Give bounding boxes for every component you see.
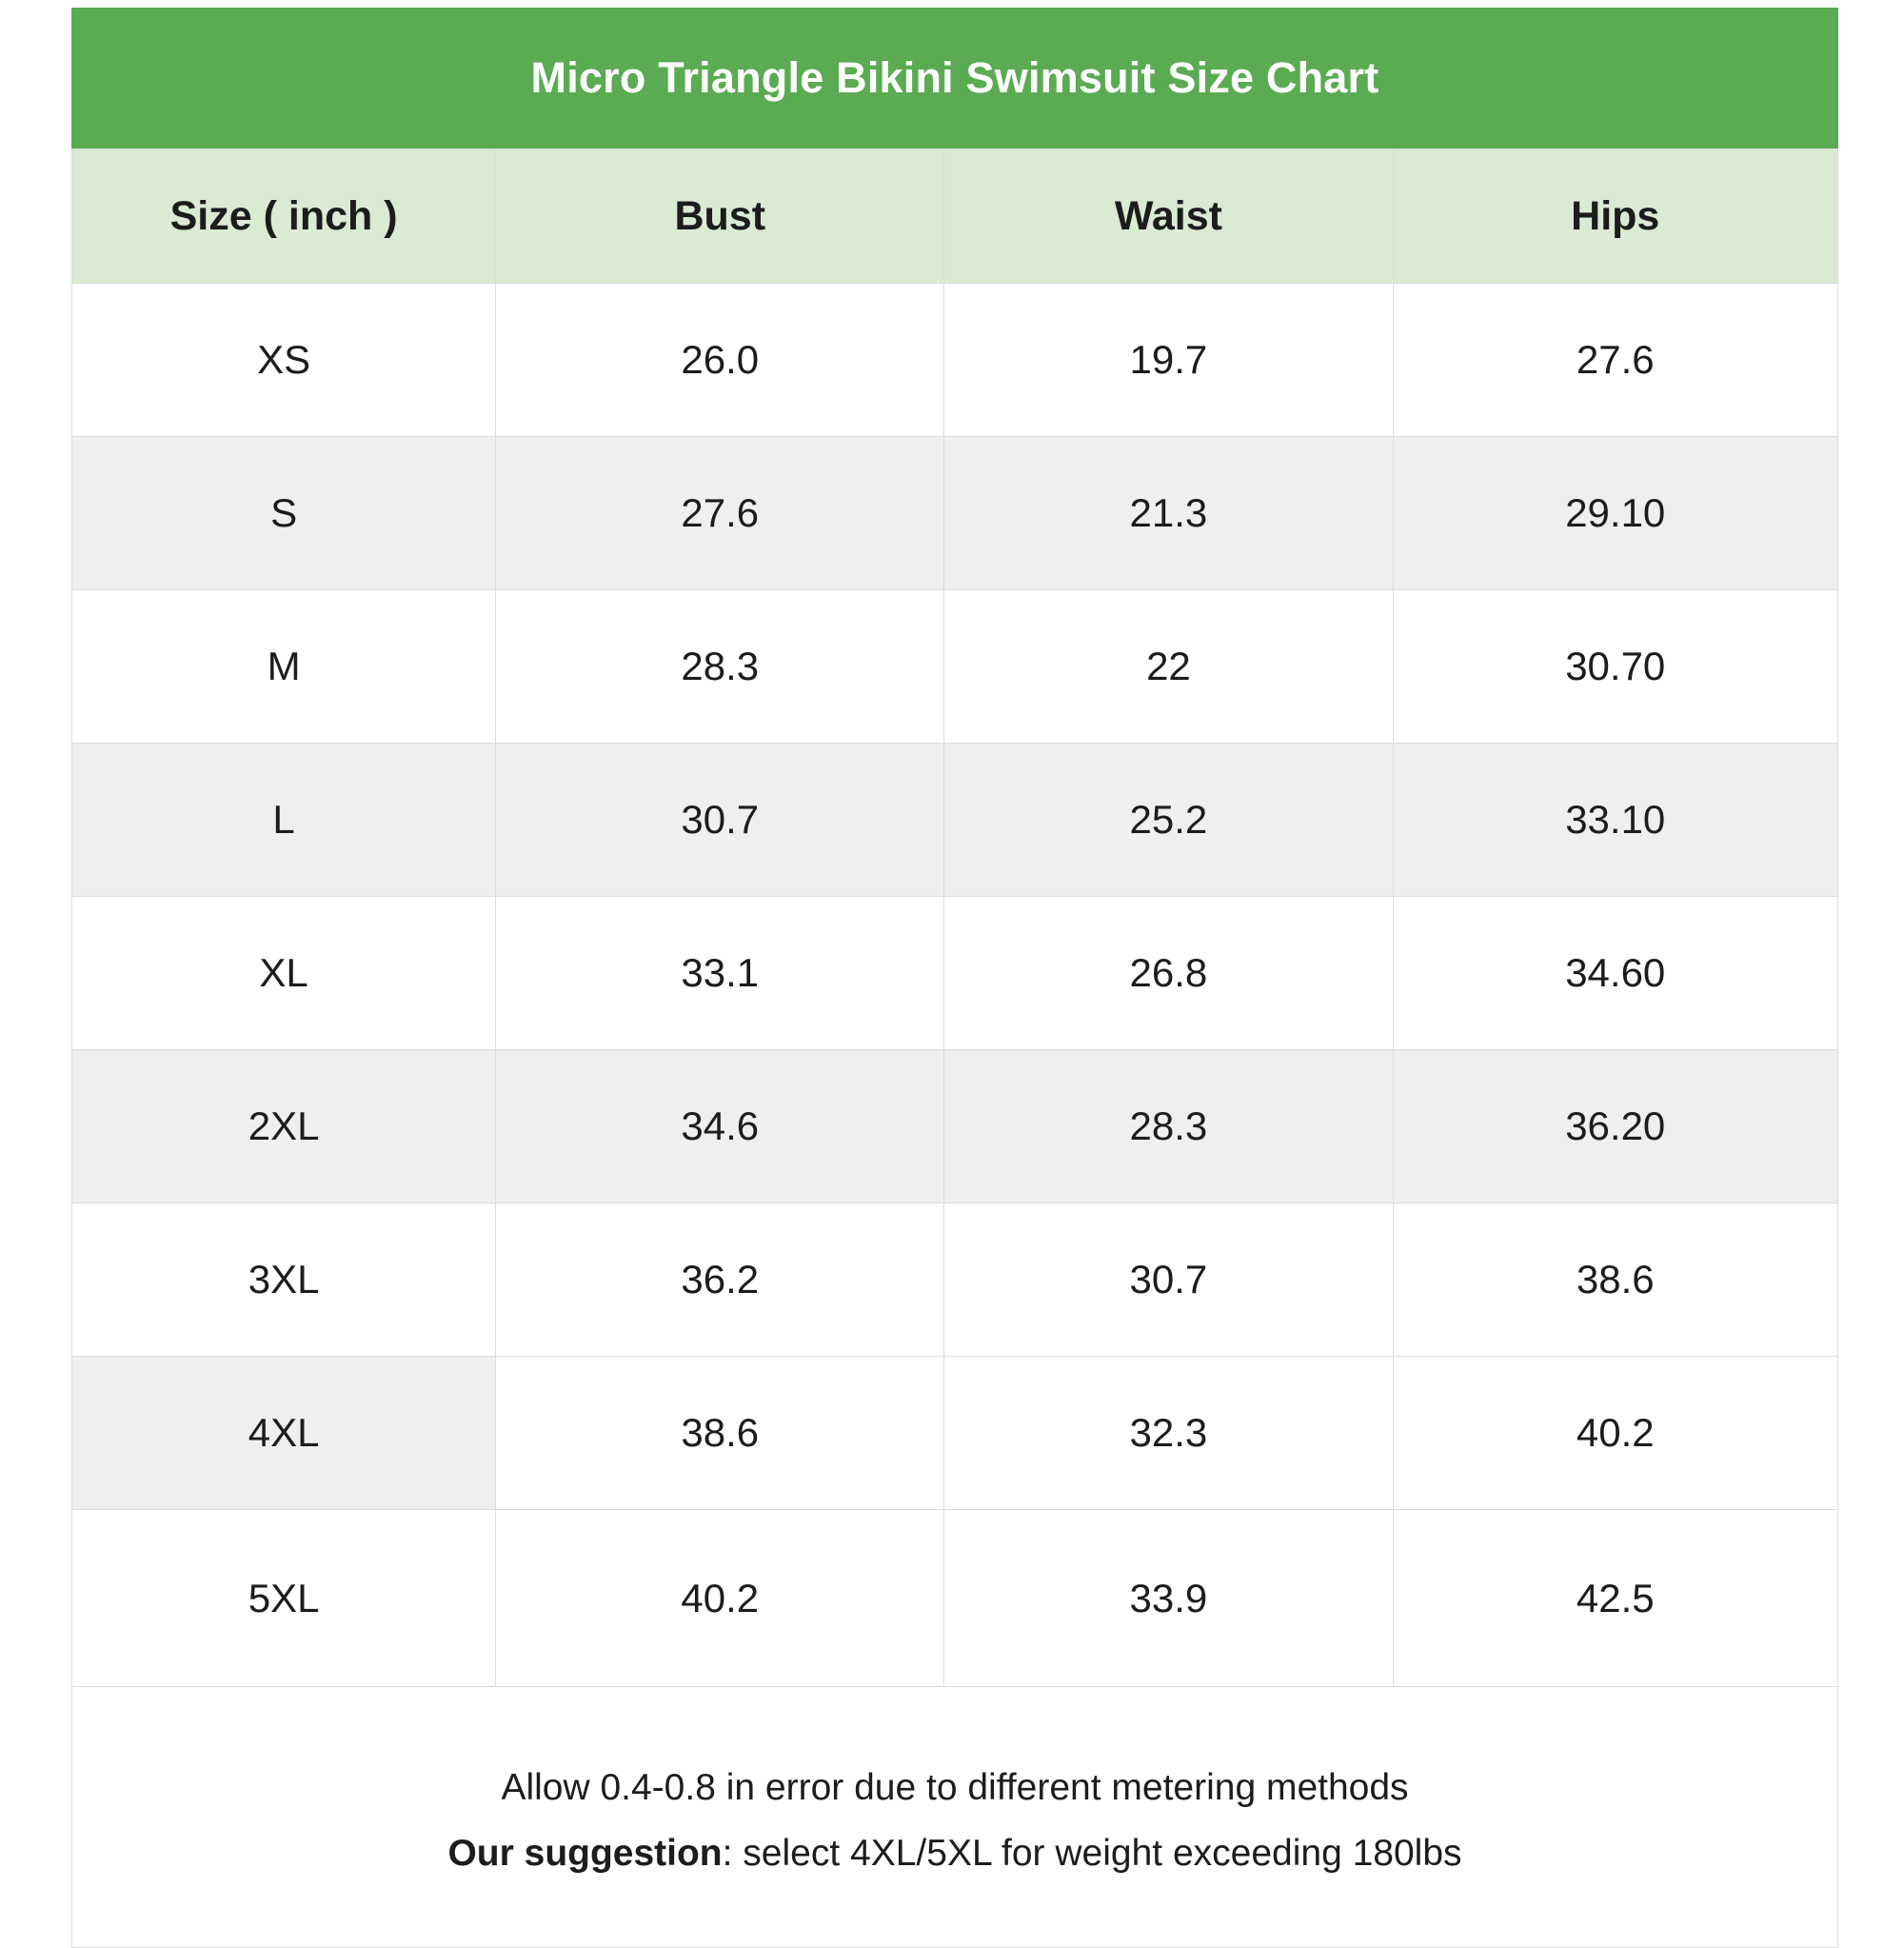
cell-bust: 26.0 [496, 284, 944, 437]
column-header-size: Size ( inch ) [72, 149, 496, 284]
cell-waist: 30.7 [944, 1203, 1393, 1357]
table-row [72, 1510, 1838, 1687]
table-row [72, 437, 1838, 590]
table-header-row [72, 149, 1838, 284]
table-row [72, 590, 1838, 744]
cell-size: L [72, 744, 496, 897]
size-chart-table [71, 149, 1838, 1687]
cell-size: 2XL [72, 1050, 496, 1203]
cell-bust: 28.3 [496, 590, 944, 744]
cell-hips: 36.20 [1393, 1050, 1838, 1203]
cell-waist: 28.3 [944, 1050, 1393, 1203]
footnote-suggestion-label: Our suggestion [447, 1832, 723, 1874]
footnote-tolerance: Allow 0.4-0.8 in error due to different metering methods [501, 1767, 1409, 1808]
cell-waist: 21.3 [944, 437, 1393, 590]
cell-bust: 40.2 [496, 1510, 944, 1687]
cell-bust: 30.7 [496, 744, 944, 897]
cell-bust: 27.6 [496, 437, 944, 590]
cell-bust: 38.6 [496, 1357, 944, 1510]
cell-size: XS [72, 284, 496, 437]
cell-size: XL [72, 897, 496, 1050]
cell-size: 3XL [72, 1203, 496, 1357]
table-header [72, 149, 1838, 284]
cell-waist: 33.9 [944, 1510, 1393, 1687]
column-header-hips: Hips [1393, 149, 1838, 284]
cell-hips: 33.10 [1393, 744, 1838, 897]
cell-waist: 26.8 [944, 897, 1393, 1050]
table-row [72, 1357, 1838, 1510]
cell-hips: 34.60 [1393, 897, 1838, 1050]
cell-waist: 19.7 [944, 284, 1393, 437]
footnote-suggestion-text: : select 4XL/5XL for weight exceeding 180lbs [722, 1832, 1462, 1874]
cell-waist: 32.3 [944, 1357, 1393, 1510]
cell-size: 5XL [72, 1510, 496, 1687]
footnote-suggestion [110, 1827, 1799, 1881]
cell-size: 4XL [72, 1357, 496, 1510]
cell-bust: 34.6 [496, 1050, 944, 1203]
cell-waist: 25.2 [944, 744, 1393, 897]
table-row [72, 744, 1838, 897]
table-body [72, 284, 1838, 1687]
cell-hips: 27.6 [1393, 284, 1838, 437]
cell-hips: 40.2 [1393, 1357, 1838, 1510]
table-row [72, 1050, 1838, 1203]
column-header-waist: Waist [944, 149, 1393, 284]
cell-size: S [72, 437, 496, 590]
cell-hips: 29.10 [1393, 437, 1838, 590]
cell-bust: 33.1 [496, 897, 944, 1050]
cell-hips: 30.70 [1393, 590, 1838, 744]
cell-hips: 38.6 [1393, 1203, 1838, 1357]
table-row [72, 897, 1838, 1050]
cell-waist: 22 [944, 590, 1393, 744]
size-chart-container [71, 8, 1838, 1948]
cell-bust: 36.2 [496, 1203, 944, 1357]
footer-notes [71, 1687, 1838, 1948]
cell-size: M [72, 590, 496, 744]
table-row [72, 284, 1838, 437]
table-row [72, 1203, 1838, 1357]
column-header-bust: Bust [496, 149, 944, 284]
cell-hips: 42.5 [1393, 1510, 1838, 1687]
chart-title: Micro Triangle Bikini Swimsuit Size Chart [71, 8, 1838, 149]
